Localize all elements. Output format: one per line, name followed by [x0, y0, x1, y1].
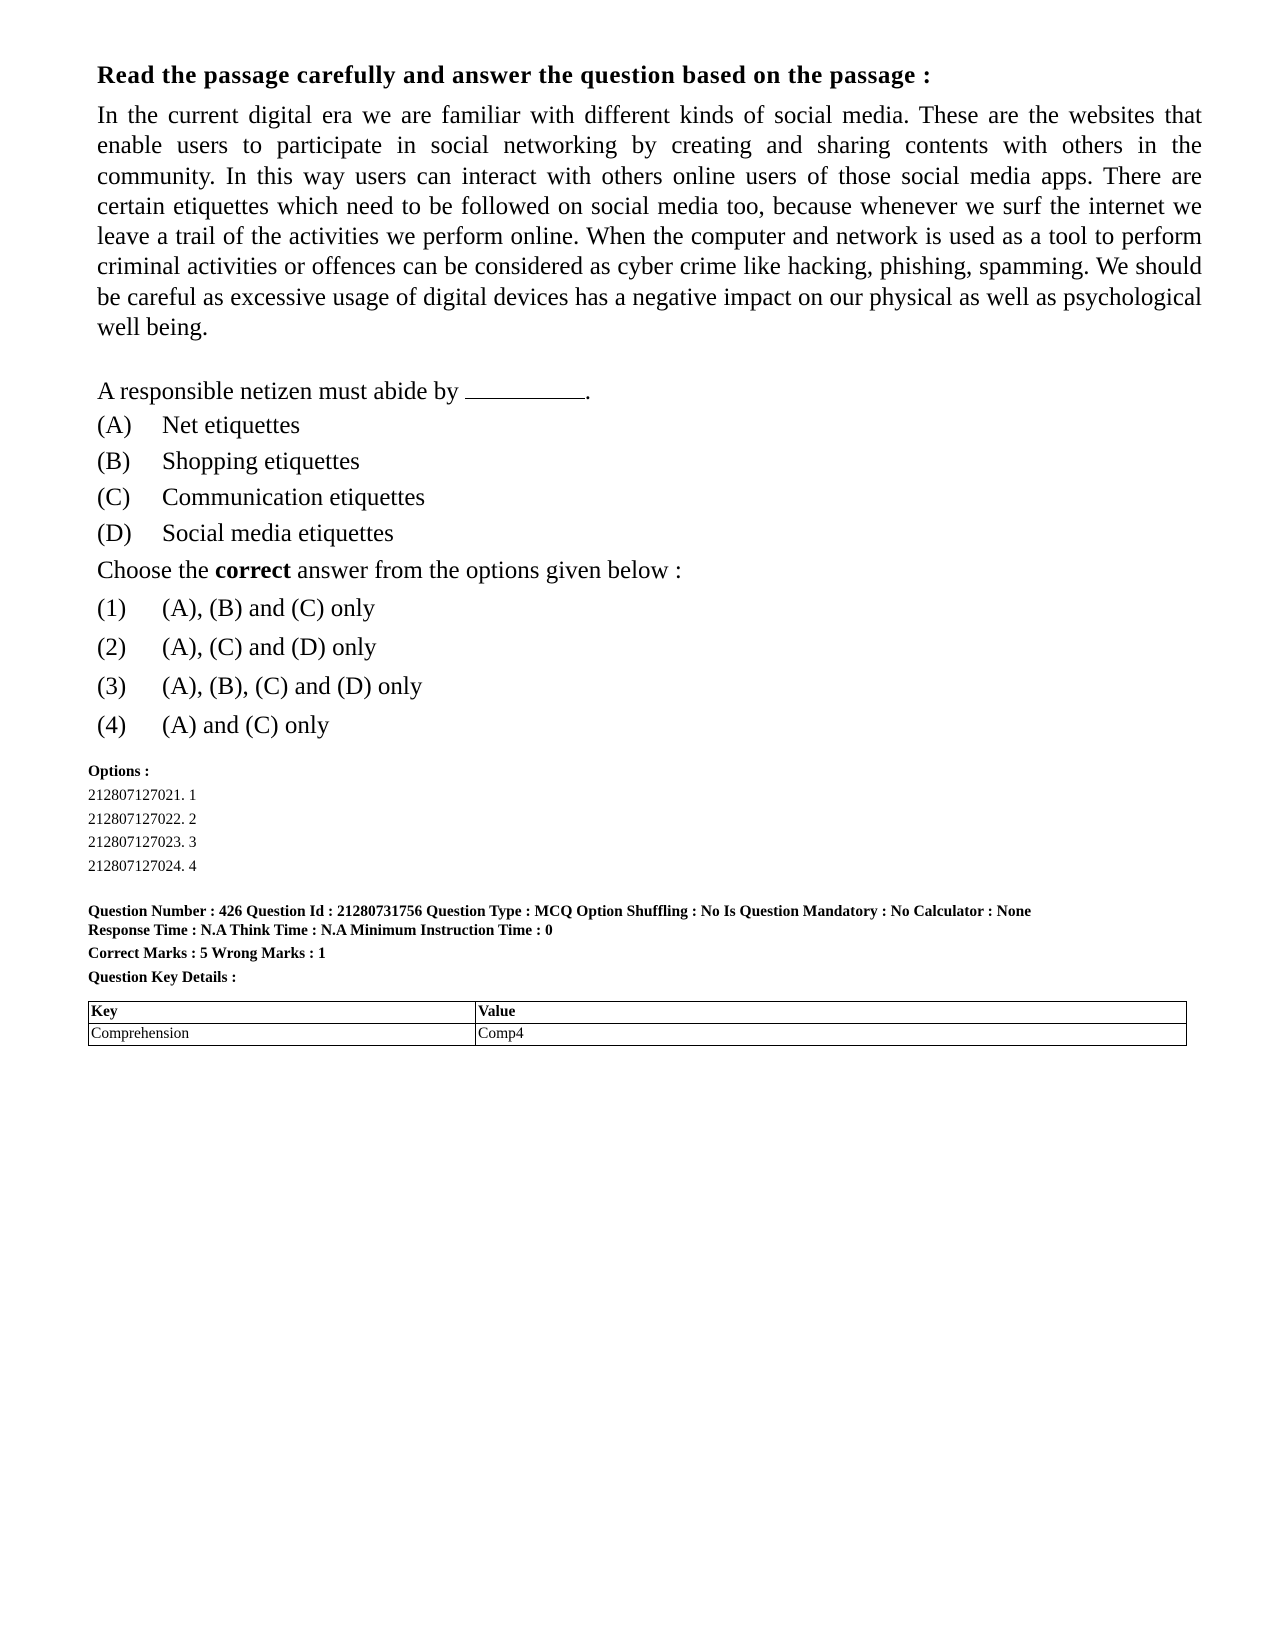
- choose-post: answer from the options given below :: [297, 557, 682, 584]
- option-id-list: [88, 786, 197, 880]
- choice-label: (3): [97, 673, 127, 700]
- statement-text: Shopping etiquettes: [162, 448, 360, 475]
- table-header-key: Key: [89, 1002, 476, 1024]
- statement-text: Social media etiquettes: [162, 520, 394, 547]
- choose-bold: correct: [215, 557, 291, 584]
- choose-instruction: [97, 557, 682, 585]
- option-id-item: 212807127021. 1: [88, 787, 197, 804]
- option-id-item: 212807127024. 4: [88, 857, 197, 875]
- key-details-title: Question Key Details :: [88, 969, 237, 986]
- statement-label: (C): [97, 484, 131, 511]
- option-id-item: 212807127022. 2: [88, 810, 197, 828]
- choice-text: (A) and (C) only: [162, 712, 330, 739]
- choice-text: (A), (C) and (D) only: [162, 634, 377, 661]
- question-meta-line-1: Question Number : 426 Question Id : 21280731756 Question Type : MCQ Option Shuffling : No Is Question Mandatory : No Calculator : None: [88, 903, 1032, 920]
- statement-text: Net etiquettes: [162, 412, 301, 439]
- choice-label: (1): [97, 595, 127, 622]
- choose-pre: Choose the: [97, 557, 209, 584]
- choice-item: [97, 595, 375, 623]
- table-row: [89, 1024, 1187, 1046]
- statement-text: Communication etiquettes: [162, 484, 426, 511]
- choice-label: (4): [97, 712, 127, 739]
- question-stem: [97, 376, 591, 406]
- statement-item: [97, 484, 425, 512]
- statement-label: (D): [97, 520, 132, 547]
- choice-item: [97, 673, 422, 701]
- key-details-table: [88, 1001, 1187, 1046]
- table-cell-value: Comp4: [476, 1024, 1187, 1046]
- table-cell-key: Comprehension: [89, 1024, 476, 1046]
- table-header-row: [89, 1002, 1187, 1024]
- statement-item: [97, 412, 300, 440]
- choice-item: [97, 634, 377, 662]
- passage-heading: Read the passage carefully and answer the question based on the passage :: [97, 62, 932, 89]
- statement-item: [97, 520, 394, 548]
- choice-text: (A), (B) and (C) only: [162, 595, 376, 622]
- choice-text: (A), (B), (C) and (D) only: [162, 673, 423, 700]
- statement-item: [97, 448, 360, 476]
- table-header-value: Value: [476, 1002, 1187, 1024]
- passage-text: In the current digital era we are familiar with different kinds of social media. These are the websites that enable users to participate in social networking by creating and sharing contents with others in the community. In this way users can interact with others online users of those social media apps. There are certain etiquettes which need to be followed on social media too, because whenever we surf the internet we leave a trail of the activities we perform online. When the computer and network is used as a tool to perform criminal activities or offences can be considered as cyber crime like hacking, phishing, spamming. We should be careful as excessive usage of digital devices has a negative impact on our physical as well as psychological well being.: [97, 102, 1202, 342]
- marks-line: Correct Marks : 5 Wrong Marks : 1: [88, 945, 326, 962]
- answer-blank: [465, 376, 585, 399]
- option-id-item: 212807127023. 3: [88, 834, 197, 851]
- choice-label: (2): [97, 634, 127, 661]
- statement-label: (B): [97, 448, 131, 475]
- question-stem-text: A responsible netizen must abide by: [97, 378, 459, 405]
- question-stem-end: .: [584, 378, 591, 405]
- statement-label: (A): [97, 412, 132, 439]
- question-meta-line-2: Response Time : N.A Think Time : N.A Minimum Instruction Time : 0: [88, 922, 553, 939]
- options-title: Options :: [88, 763, 150, 780]
- choice-item: [97, 712, 329, 740]
